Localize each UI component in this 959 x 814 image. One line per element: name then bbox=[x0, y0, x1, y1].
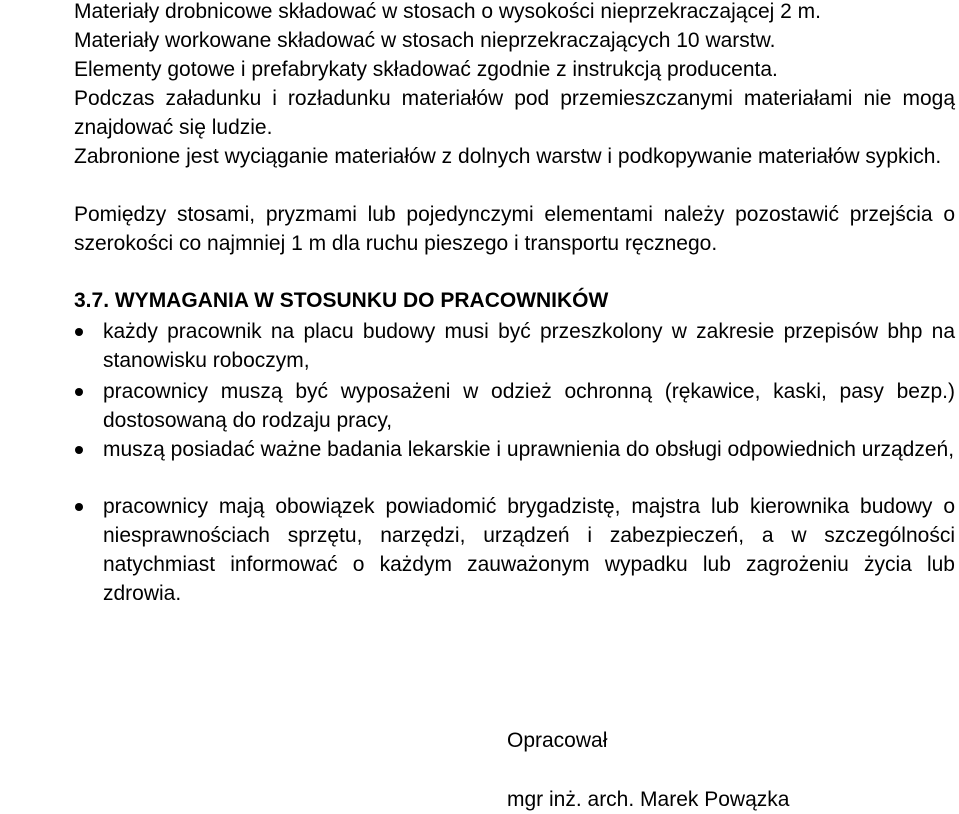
list-item-text: każdy pracownik na placu budowy musi być przeszkolony w zakresie przepisów bhp na stanowisku roboczym, bbox=[103, 320, 955, 372]
list-item bbox=[103, 377, 955, 435]
list-item bbox=[103, 492, 955, 608]
paragraph-loading: Podczas załadunku i rozładunku materiałów pod przemieszczanymi materiałami nie mogą znajdować się ludzie. bbox=[74, 87, 955, 139]
paragraph-prohibited: Zabronione jest wyciąganie materiałów z dolnych warstw i podkopywanie materiałów sypkich. bbox=[74, 145, 942, 168]
bullet-icon bbox=[75, 388, 83, 396]
list-item-text: pracownicy muszą być wyposażeni w odzież ochronną (rękawice, kaski, pasy bezp.) dostosowaną do rodzaju pracy, bbox=[103, 380, 955, 432]
paragraph-bagged-materials: Materiały workowane składować w stosach nieprzekraczających 10 warstw. bbox=[74, 29, 776, 52]
list-item bbox=[103, 317, 955, 375]
paragraph-passages: Pomiędzy stosami, pryzmami lub pojedynczymi elementami należy pozostawić przejścia o szerokości co najmniej 1 m dla ruchu pieszego i transportu ręcznego. bbox=[74, 203, 955, 255]
list-item-text: pracownicy mają obowiązek powiadomić brygadzistę, majstra lub kierownika budowy o niesprawnościach sprzętu, narzędzi, urządzeń i zabezpieczeń, a w szczególności natychmiast informować o każdym zauważonym wypadku lub zagrożeniu życia lub zdrowia. bbox=[103, 495, 955, 605]
signature-name: mgr inż. arch. Marek Powązka bbox=[507, 788, 790, 811]
section-heading: 3.7. WYMAGANIA W STOSUNKU DO PRACOWNIKÓW bbox=[74, 289, 609, 312]
bullet-icon bbox=[75, 503, 83, 511]
list-item-text: muszą posiadać ważne badania lekarskie i uprawnienia do obsługi odpowiednich urządzeń, bbox=[103, 438, 955, 461]
paragraph-stack-height: Materiały drobnicowe składować w stosach o wysokości nieprzekraczającej 2 m. bbox=[74, 0, 821, 23]
paragraph-prefabricates: Elementy gotowe i prefabrykaty składować zgodnie z instrukcją producenta. bbox=[74, 58, 778, 81]
signature-label: Opracował bbox=[507, 729, 608, 752]
bullet-icon bbox=[75, 328, 83, 336]
list-item bbox=[103, 435, 955, 464]
bullet-icon bbox=[75, 446, 83, 454]
